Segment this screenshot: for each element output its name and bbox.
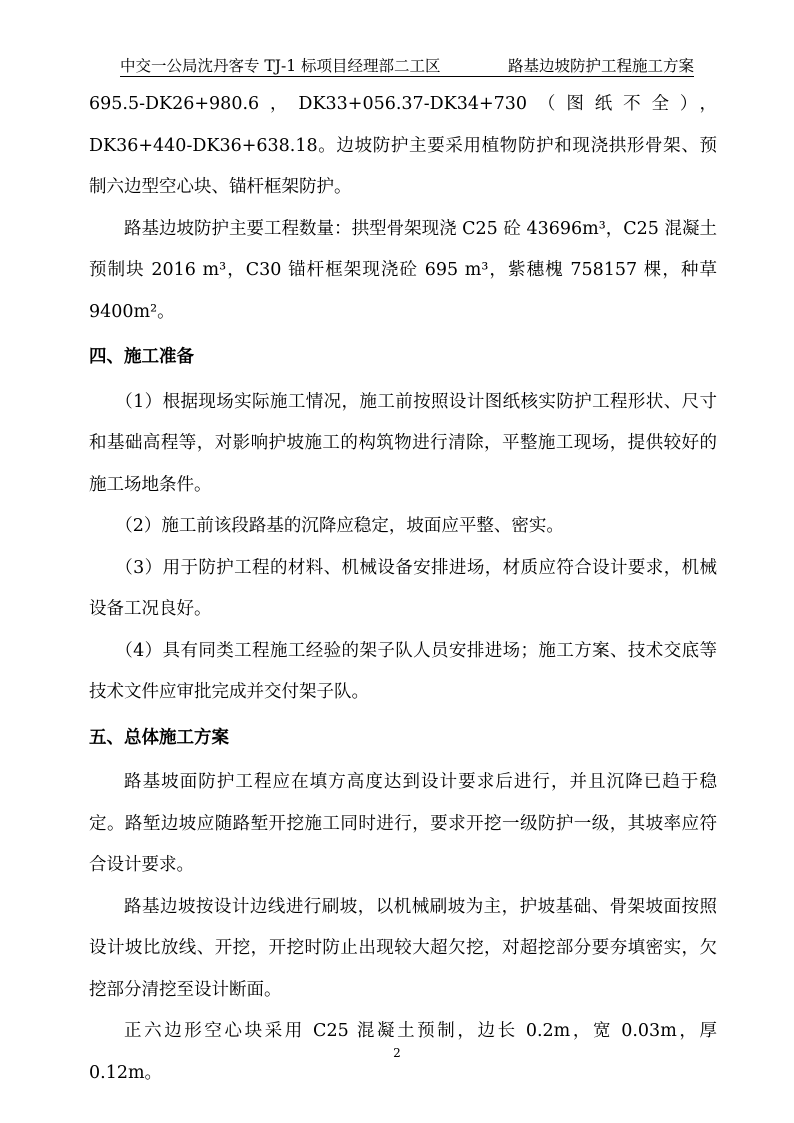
document-body bbox=[89, 84, 717, 1094]
page-number: 2 bbox=[393, 1046, 401, 1060]
header-project-name: 中交一公局沈丹客专 TJ-1 标项目经理部二工区 bbox=[120, 57, 441, 75]
preparation-item-2: （2）施工前该段路基的沉降应稳定，坡面应平整、密实。 bbox=[115, 516, 564, 536]
section-title-overall-plan: 五、总体施工方案 bbox=[89, 727, 229, 748]
header-document-title: 路基边坡防护工程施工方案 bbox=[507, 57, 694, 75]
preparation-item-4: （4）具有同类工程施工经验的架子队人员安排进场；施工方案、技术交底等技术文件应审批完成并交付架子队。 bbox=[89, 640, 717, 702]
preparation-item-3: （3）用于防护工程的材料、机械设备安排进场，材质应符合设计要求，机械设备工况良好。 bbox=[89, 557, 717, 619]
section-title-preparation: 四、施工准备 bbox=[89, 347, 194, 367]
page-header bbox=[120, 54, 694, 77]
paragraph-quantities: 路基边坡防护主要工程数量：拱型骨架现浇 C25 砼 43696m³，C25 混凝土预制块 2016 m³，C30 锚杆框架现浇砼 695 m³，紫穗槐 758157 棵，种草 9400m²。 bbox=[89, 218, 717, 322]
preparation-item-1: （1）根据现场实际施工情况，施工前按照设计图纸核实防护工程形状、尺寸和基础高程等，对影响护坡施工的构筑物进行清除，平整施工现场，提供较好的施工场地条件。 bbox=[89, 391, 717, 495]
overall-plan-paragraph-2: 路基边坡按设计边线进行刷坡，以机械刷坡为主，护坡基础、骨架坡面按照设计坡比放线、开挖，开挖时防止出现较大超欠挖，对超挖部分要夯填密实，欠挖部分清挖至设计断面。 bbox=[89, 896, 717, 1000]
paragraph-station-ranges: 695.5-DK26+980.6，DK33+056.37-DK34+730（图纸不全），DK36+440-DK36+638.18。边坡防护主要采用植物防护和现浇拱形骨架、预制六边型空心块、锚杆框架防护。 bbox=[89, 94, 717, 197]
overall-plan-paragraph-3: 正六边形空心块采用 C25 混凝土预制，边长 0.2m，宽 0.03m，厚 0.12m。 bbox=[89, 1021, 717, 1083]
overall-plan-paragraph-1: 路基坡面防护工程应在填方高度达到设计要求后进行，并且沉降已趋于稳定。路堑边坡应随路堑开挖施工同时进行，要求开挖一级防护一级，其坡率应符合设计要求。 bbox=[89, 772, 717, 875]
